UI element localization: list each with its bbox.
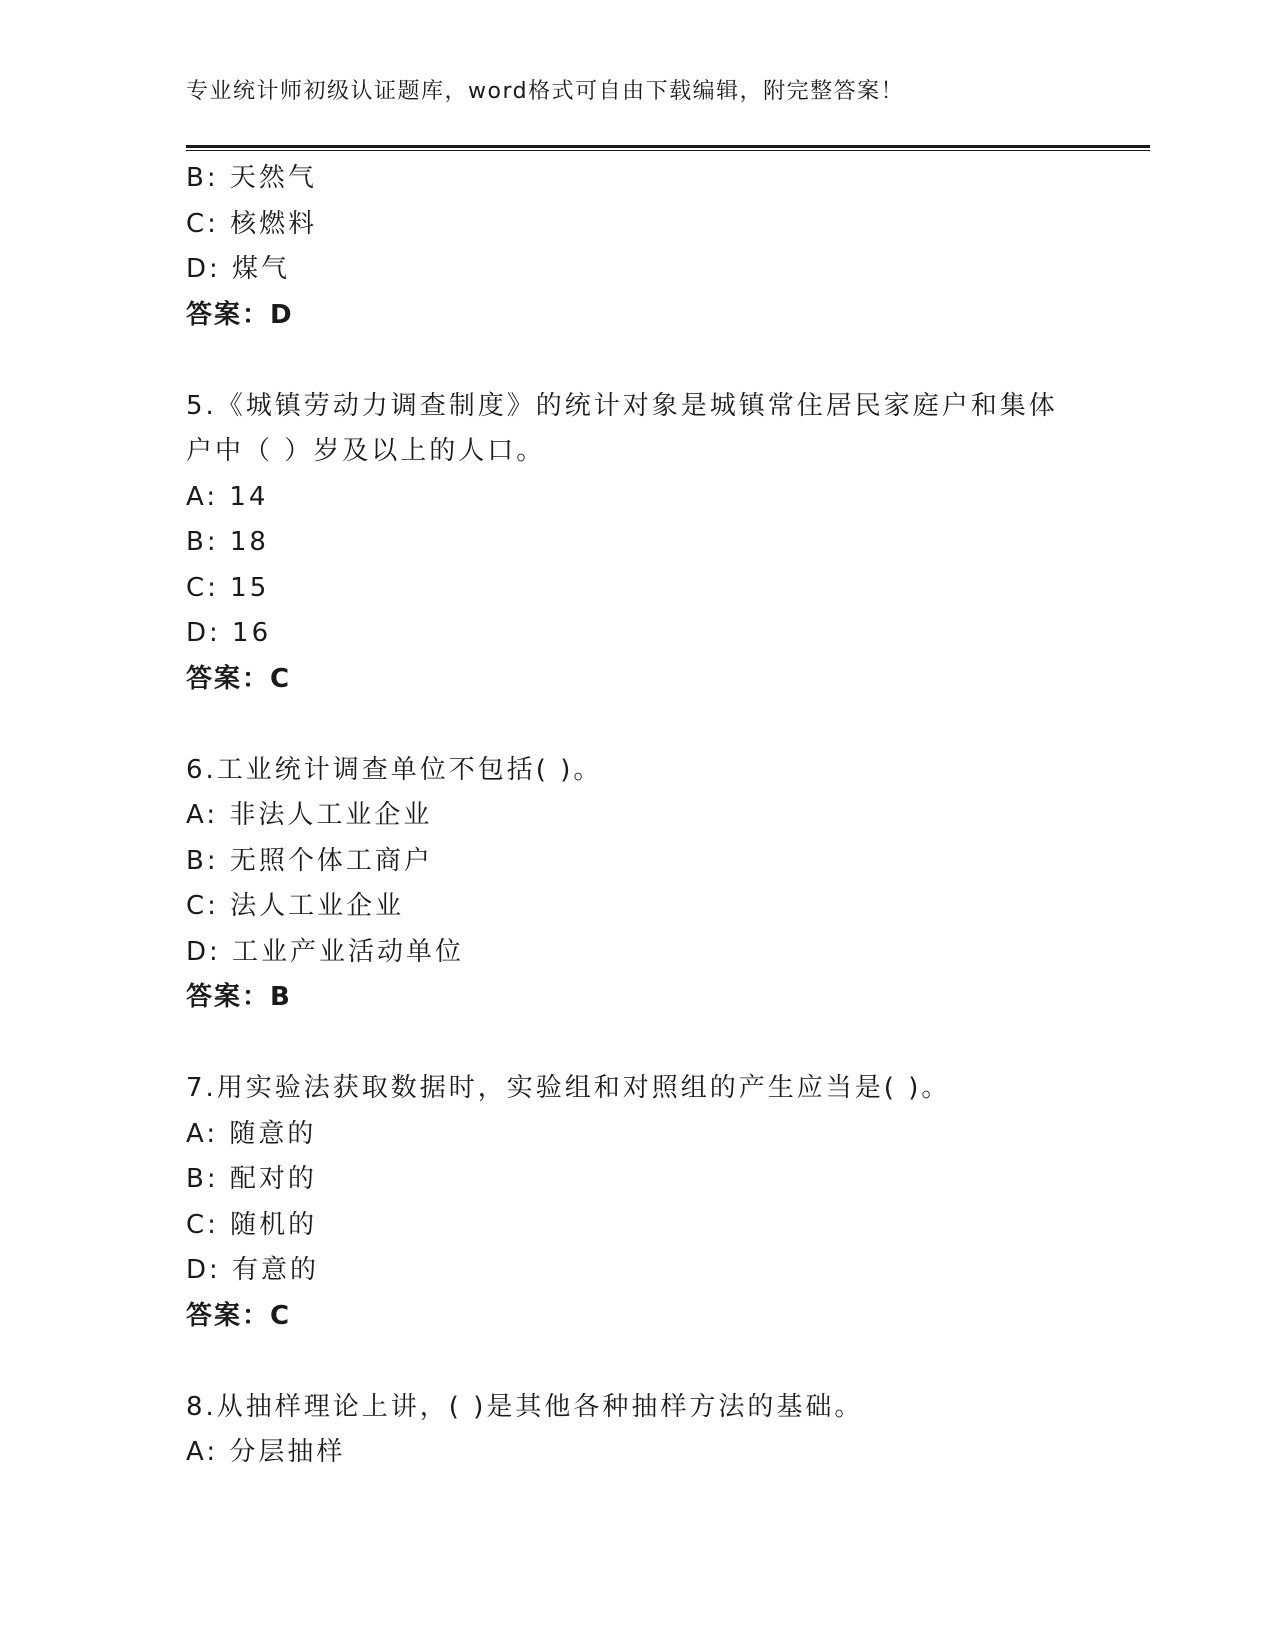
q6-option-b: B: 无照个体工商户 [186,845,433,876]
header-rule-thick [186,145,1150,148]
spacer [186,1339,1150,1385]
q5-option-c: C: 15 [186,572,270,603]
q6-option-a: A: 非法人工业企业 [186,800,433,830]
q5-option-d: D: 16 [186,618,272,648]
header-rule-thin [186,150,1150,151]
q7-option-d: D: 有意的 [186,1255,320,1285]
spacer [186,702,1150,748]
q4-option-c: C: 核燃料 [186,208,318,239]
q8-option-a: A: 分层抽样 [186,1437,346,1467]
q7-option-b: B: 配对的 [186,1164,317,1194]
page-header-text: 专业统计师初级认证题库，word格式可自由下载编辑，附完整答案！ [186,79,905,104]
question-content [186,156,1150,1476]
q6-stem: 6.工业统计调查单位不包括( )。 [186,754,603,785]
spacer [186,338,1150,384]
q7-stem: 7.用实验法获取数据时，实验组和对照组的产生应当是( )。 [186,1073,951,1103]
q6-option-c: C: 法人工业企业 [186,891,405,921]
q5-stem-line1: 5.《城镇劳动力调查制度》的统计对象是城镇常住居民家庭户和集体 [186,390,1058,421]
q4-option-d: D: 煤气 [186,254,291,284]
q8-stem: 8.从抽样理论上讲，( )是其他各种抽样方法的基础。 [186,1391,864,1422]
q5-stem-line2: 户中（ ）岁及以上的人口。 [186,436,546,466]
q7-option-c: C: 随机的 [186,1209,318,1240]
q7-answer: 答案：C [186,1300,292,1331]
q5-option-a: A: 14 [186,481,269,512]
q5-answer: 答案：C [186,663,292,694]
q6-answer: 答案：B [186,982,292,1012]
q5-option-b: B: 18 [186,527,269,557]
q4-option-b: B: 天然气 [186,163,317,193]
spacer [186,1021,1150,1067]
q4-answer: 答案：D [186,299,294,330]
q7-option-a: A: 随意的 [186,1118,317,1149]
q6-option-d: D: 工业产业活动单位 [186,936,465,967]
